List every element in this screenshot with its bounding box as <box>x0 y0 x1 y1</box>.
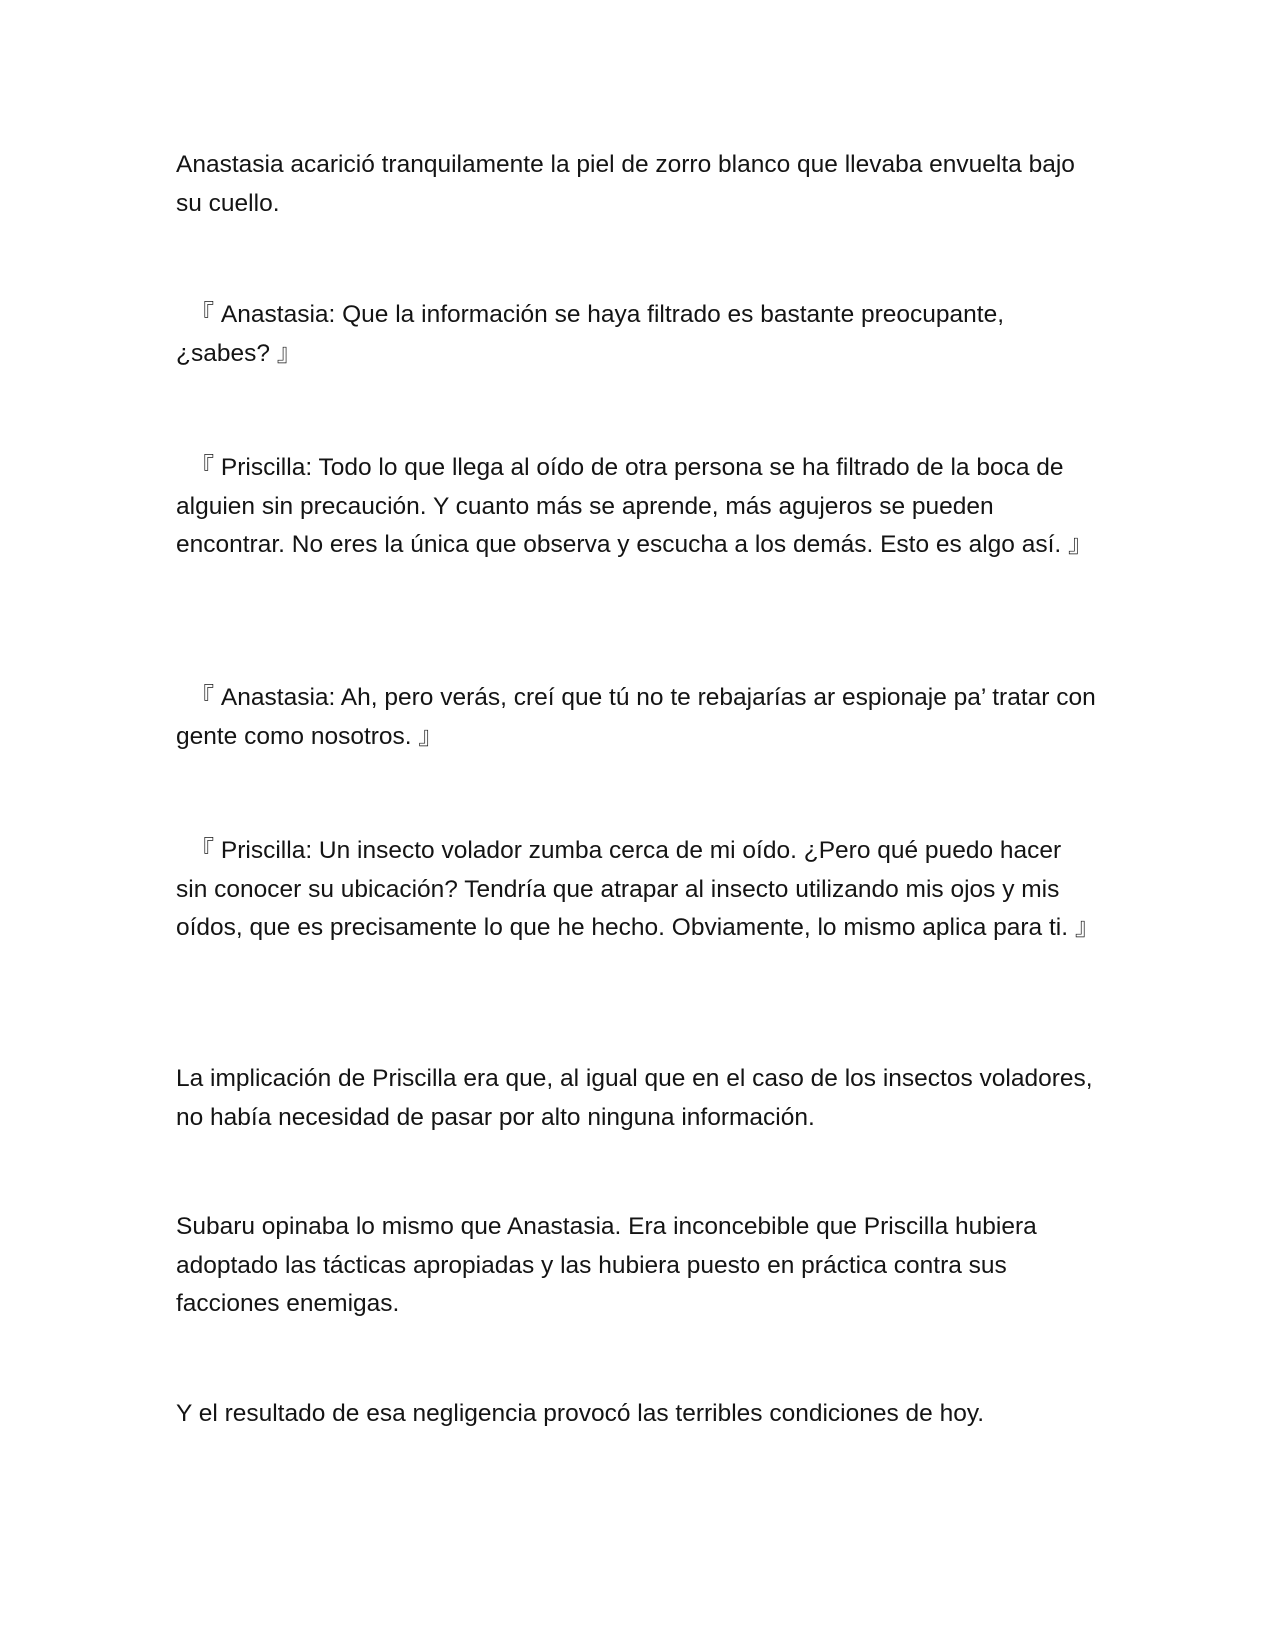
paragraph-dialogue-priscilla-1: 『 Priscilla: Todo lo que llega al oído de otra persona se ha filtrado de la boca de alguien sin precaución. Y cuanto más se aprende, más agujeros se pueden encontrar. No eres la única que observa y escucha a los demás. Esto es algo así. 』 <box>176 454 1093 558</box>
paragraph-narration-2: La implicación de Priscilla era que, al igual que en el caso de los insectos voladores, no había necesidad de pasar por alto ninguna información. <box>176 1065 1093 1131</box>
paragraph-dialogue-anastasia-1: 『 Anastasia: Que la información se haya filtrado es bastante preocupante, ¿sabes? 』 <box>176 301 1005 367</box>
paragraph-dialogue-anastasia-2: 『 Anastasia: Ah, pero verás, creí que tú no te rebajarías ar espionaje pa’ tratar con gente como nosotros. 』 <box>176 684 1096 750</box>
paragraph-narration-3: Subaru opinaba lo mismo que Anastasia. Era inconcebible que Priscilla hubiera adoptado las tácticas apropiadas y las hubiera puesto en práctica contra sus facciones enemigas. <box>176 1213 1037 1317</box>
paragraph-narration-4: Y el resultado de esa negligencia provocó las terribles condiciones de hoy. <box>176 1400 985 1427</box>
paragraph-dialogue-priscilla-2: 『 Priscilla: Un insecto volador zumba cerca de mi oído. ¿Pero qué puedo hacer sin conocer su ubicación? Tendría que atrapar al insecto utilizando mis ojos y mis oídos, que es precisamente lo que he hecho. Obviamente, lo mismo aplica para ti. 』 <box>176 837 1100 941</box>
paragraph-narration-1: Anastasia acarició tranquilamente la piel de zorro blanco que llevaba envuelta bajo su cuello. <box>176 151 1075 217</box>
